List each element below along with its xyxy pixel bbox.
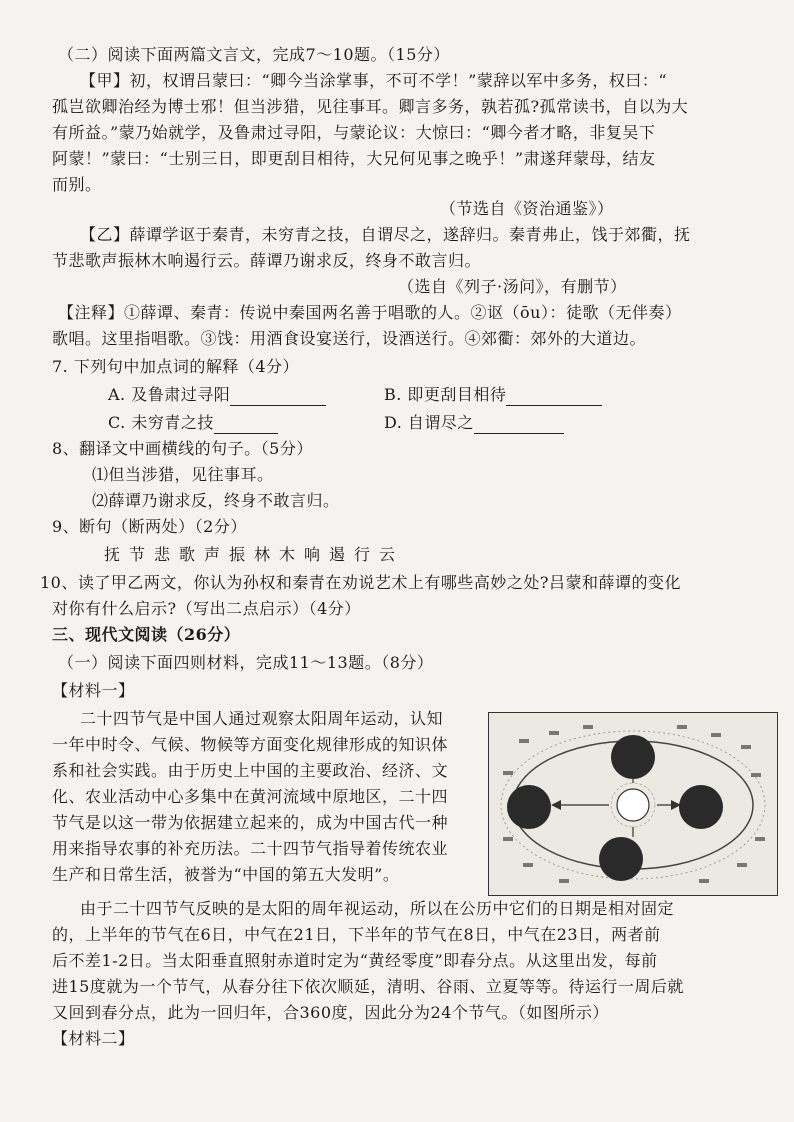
material1-line-4: 化、农业活动中心多集中在黄河流域中原地区，二十四 [52, 787, 449, 806]
yi-source: （选自《列子·汤问》，有删节） [398, 277, 627, 296]
q10-line-1: 10、读了甲乙两文，你认为孙权和秦青在劝说艺术上有哪些高妙之处?吕蒙和薛谭的变化 [40, 573, 681, 592]
q7-answer-blank-d[interactable] [474, 417, 564, 434]
section3-heading: 三、现代文阅读（26分） [52, 625, 241, 644]
material1-full-line-1: 由于二十四节气反映的是太阳的周年视运动，所以在公历中它们的日期是相对固定 [80, 899, 675, 918]
material1-line-2: 一年中时令、气候、物候等方面变化规律形成的知识体 [52, 735, 449, 754]
q8-sentence-1: ⑴但当涉猎，见往事耳。 [92, 465, 274, 484]
q10-line-2: 对你有什么启示?（写出二点启示）（4分） [52, 599, 361, 618]
yi-line-2: 节悲歌声振林木响遏行云。薛谭乃谢求反，终身不敢言归。 [52, 251, 482, 270]
q7-answer-blank-a[interactable] [230, 389, 326, 406]
q7-answer-blank-c[interactable] [214, 417, 278, 434]
arrow-left-head [551, 800, 561, 810]
material1-line-7: 生产和日常生活，被誉为“中国的第五大发明”。 [52, 865, 400, 884]
jia-line-4: 阿蒙！”蒙曰：“士别三日，即更刮目相待，大兄何见事之晚乎！”肃遂拜蒙母，结友 [52, 149, 656, 168]
notes-line-1: 【注释】①薛谭、秦青：传说中秦国两名善于唱歌的人。②讴（ōu）：徒歌（无伴奏） [58, 303, 682, 322]
q9-text: 抚节悲歌声振林木响遏行云 [104, 545, 405, 564]
jia-line-3: 有所益。”蒙乃始就学，及鲁肃过寻阳，与蒙论议：大惊曰：“卿今者才略，非复吴下 [52, 123, 656, 142]
q7-option-d-text: D. 自谓尽之 [384, 413, 474, 432]
q7-option-a [108, 384, 326, 406]
material1-line-1: 二十四节气是中国人通过观察太阳周年运动，认知 [80, 709, 444, 728]
material1-full-line-2: 的，上半年的节气在6日，中气在21日，下半年的节气在8日，中气在23日，两者前 [52, 925, 661, 944]
q7-option-c-text: C. 未穷青之技 [108, 413, 214, 432]
q7-stem: 7. 下列句中加点词的解释（4分） [52, 357, 300, 376]
material1-full-line-3: 后不差1-2日。当太阳垂直照射赤道时定为“黄经零度”即春分点。从这里出发，每前 [52, 951, 658, 970]
material1-title: 【材料一】 [52, 681, 135, 700]
earth-globe-right [679, 785, 723, 829]
sun-icon [617, 789, 649, 821]
earth-globe-left [507, 785, 551, 829]
jia-source: （节选自《资治通鉴》） [440, 199, 614, 218]
material1-line-6: 用来指导农事的补充历法。二十四节气指导着传统农业 [52, 839, 449, 858]
q7-option-d [384, 412, 564, 434]
solar-terms-figure [488, 712, 778, 896]
q8-sentence-2: ⑵薛谭乃谢求反，终身不敢言归。 [92, 491, 340, 510]
q8-stem: 8、翻译文中画横线的句子。（5分） [52, 439, 313, 458]
jia-line-5: 而别。 [52, 175, 102, 194]
section2-heading: （二）阅读下面两篇文言文，完成7～10题。（15分） [58, 45, 450, 64]
section3-subheading: （一）阅读下面四则材料，完成11～13题。（8分） [58, 653, 434, 672]
material1-line-5: 节气是以这一带为依据建立起来的，成为中国古代一种 [52, 813, 449, 832]
earth-globe-bottom [599, 837, 643, 881]
q9-stem: 9、断句（断两处）（2分） [52, 517, 247, 536]
notes-line-2: 歌唱。这里指唱歌。③饯：用酒食设宴送行，设酒送行。④郊衢：郊外的大道边。 [52, 329, 647, 348]
material1-full-line-4: 进15度就为一个节气，从春分往下依次顺延，清明、谷雨、立夏等等。待运行一周后就 [52, 977, 684, 996]
q7-option-b-text: B. 即更刮目相待 [384, 385, 507, 404]
jia-line-2: 孤岂欲卿治经为博士邪！但当涉猎，见往事耳。卿言多务，孰若孤?孤常读书，自以为大 [52, 97, 689, 116]
q7-option-c [108, 412, 278, 434]
q7-option-b [384, 384, 602, 406]
earth-orbit-diagram [489, 713, 777, 895]
earth-globe-top [611, 735, 655, 779]
jia-line-1: 【甲】初，权谓吕蒙曰：“卿今当涂掌事，不可不学！”蒙辞以军中多务，权曰：“ [80, 71, 668, 90]
material1-line-3: 系和社会实践。由于历史上中国的主要政治、经济、文 [52, 761, 449, 780]
q7-option-a-text: A. 及鲁肃过寻阳 [108, 385, 231, 404]
material2-title: 【材料二】 [52, 1029, 135, 1048]
material1-full-line-5: 又回到春分点，此为一回归年，合360度，因此分为24个节气。（如图所示） [52, 1003, 609, 1022]
q7-answer-blank-b[interactable] [506, 389, 602, 406]
yi-line-1: 【乙】薛谭学讴于秦青，未穷青之技，自谓尽之，遂辞归。秦青弗止，饯于郊衢，抚 [80, 225, 691, 244]
